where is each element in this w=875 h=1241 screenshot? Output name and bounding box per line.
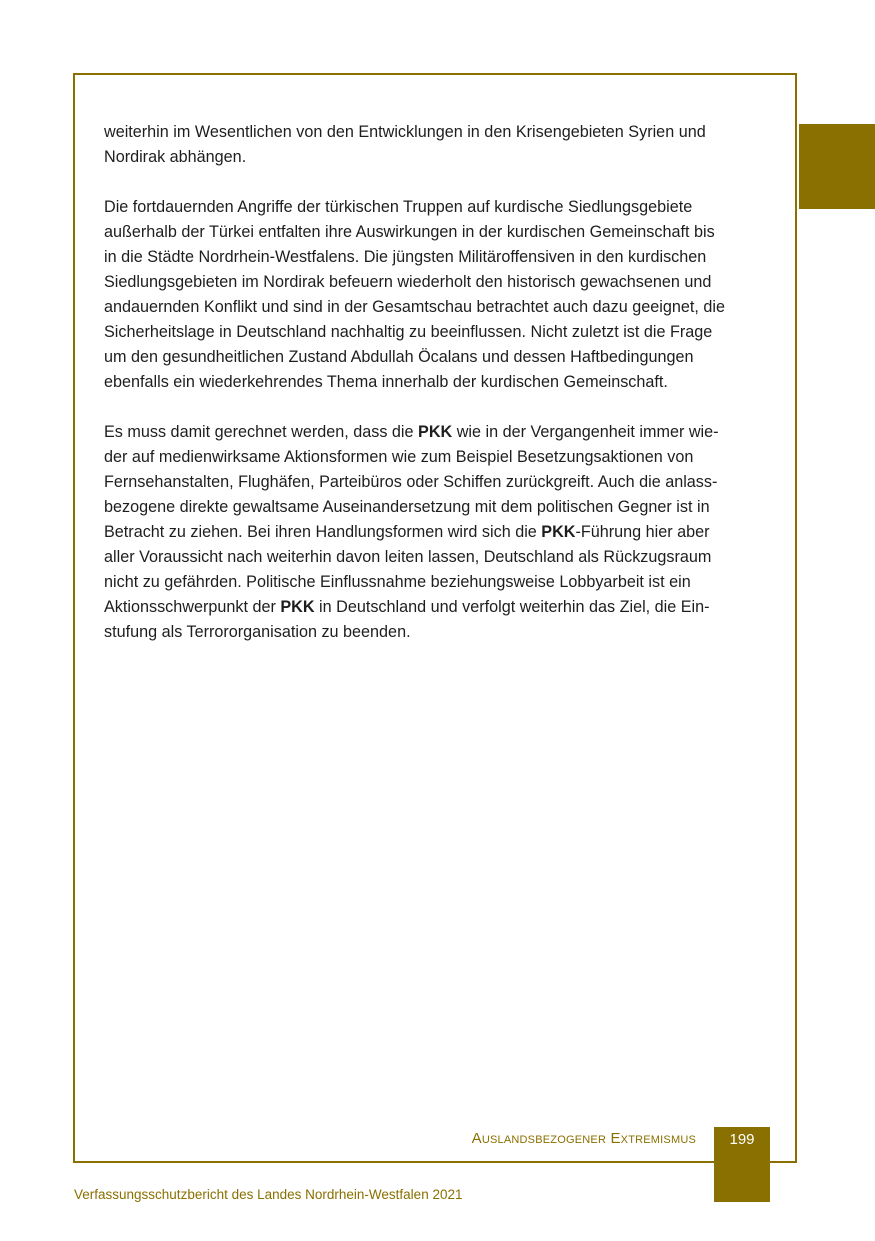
text-line: in die Städte Nordrhein-Westfalens. Die jüngsten Militäroffensiven in den kurdischen xyxy=(104,248,707,266)
paragraph-2 xyxy=(104,195,769,395)
body-text xyxy=(104,120,769,670)
text-run: in Deutschland und verfolgt weiterhin das Ziel, die Ein- xyxy=(314,598,710,616)
section-title: Auslandsbezogener Extremismus xyxy=(471,1130,696,1147)
text-line: bezogene direkte gewaltsame Auseinandersetzung mit dem politischen Gegner ist in xyxy=(104,498,710,516)
text-line: Die fortdauernden Angriffe der türkischen Truppen auf kurdische Siedlungsgebiete xyxy=(104,198,693,216)
pkk-emphasis: PKK xyxy=(418,423,453,441)
text-line: nicht zu gefährden. Politische Einflussnahme beziehungsweise Lobbyarbeit ist ein xyxy=(104,573,691,591)
paragraph-3 xyxy=(104,420,769,645)
text-run: -Führung hier aber xyxy=(575,523,710,541)
text-line: Nordirak abhängen. xyxy=(104,148,247,166)
text-line: weiterhin im Wesentlichen von den Entwicklungen in den Krisengebieten Syrien und xyxy=(104,123,706,141)
text-line: der auf medienwirksame Aktionsformen wie zum Beispiel Besetzungsaktionen von xyxy=(104,448,694,466)
text-run: Betracht zu ziehen. Bei ihren Handlungsformen wird sich die xyxy=(104,523,542,541)
text-line: ebenfalls ein wiederkehrendes Thema innerhalb der kurdischen Gemeinschaft. xyxy=(104,373,668,391)
text-line: Siedlungsgebieten im Nordirak befeuern wiederholt den historisch gewachsenen und xyxy=(104,273,712,291)
pkk-emphasis: PKK xyxy=(280,598,315,616)
text-run: Aktionsschwerpunkt der xyxy=(104,598,281,616)
text-line xyxy=(104,520,769,545)
page-number-box xyxy=(714,1127,770,1202)
footer-publication-title: Verfassungsschutzbericht des Landes Nordrhein-Westfalen 2021 xyxy=(74,1187,463,1202)
text-run: wie in der Vergangenheit immer wie- xyxy=(452,423,719,441)
text-line: außerhalb der Türkei entfalten ihre Auswirkungen in der kurdischen Gemeinschaft bis xyxy=(104,223,715,241)
chapter-tab-marker xyxy=(799,124,875,209)
paragraph-1 xyxy=(104,120,769,170)
text-line: aller Voraussicht nach weiterhin davon leiten lassen, Deutschland als Rückzugsraum xyxy=(104,548,712,566)
text-run: Es muss damit gerechnet werden, dass die xyxy=(104,423,419,441)
pkk-emphasis: PKK xyxy=(541,523,576,541)
page-number: 199 xyxy=(729,1131,755,1148)
text-line: Fernsehanstalten, Flughäfen, Parteibüros oder Schiffen zurückgreift. Auch die anlass- xyxy=(104,473,718,491)
text-line: andauernden Konflikt und sind in der Gesamtschau betrachtet auch dazu geeignet, die xyxy=(104,298,725,316)
text-line: Sicherheitslage in Deutschland nachhaltig zu beeinflussen. Nicht zuletzt ist die Frage xyxy=(104,323,713,341)
text-line: um den gesundheitlichen Zustand Abdullah Öcalans und dessen Haftbedingungen xyxy=(104,348,694,366)
text-line xyxy=(104,595,769,620)
text-line: stufung als Terrororganisation zu beenden. xyxy=(104,623,411,641)
text-line xyxy=(104,420,769,445)
